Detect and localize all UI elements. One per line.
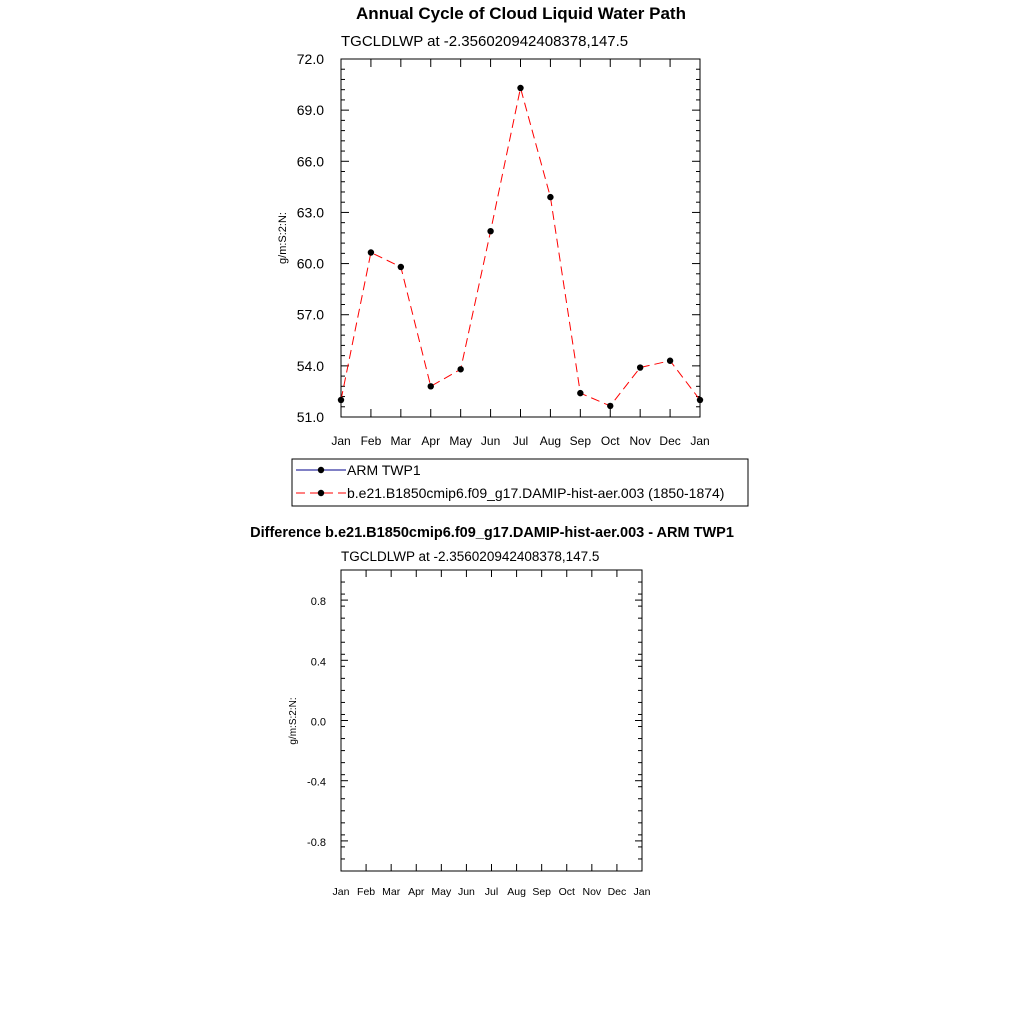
x-tick-label: Aug [507, 886, 526, 898]
x-tick-label: Jun [457, 886, 475, 898]
x-tick-label: Oct [600, 434, 620, 448]
difference-y-axis-ticks [307, 596, 642, 849]
y-tick-label: 54.0 [296, 357, 324, 374]
difference-panel [250, 525, 734, 898]
y-tick-label: 0.4 [310, 656, 326, 669]
data-point [607, 403, 613, 409]
data-point [368, 249, 374, 255]
y-tick-label: 0.0 [310, 716, 326, 729]
y-tick-label: 57.0 [296, 306, 324, 323]
legend-label-arm: ARM TWP1 [347, 462, 421, 478]
legend-marker-model [318, 490, 324, 496]
x-tick-label: Dec [659, 434, 681, 448]
legend-marker-arm [318, 467, 324, 473]
y-tick-label: 60.0 [296, 255, 324, 272]
y-tick-label: -0.4 [307, 776, 326, 789]
x-tick-label: Jan [690, 434, 710, 448]
difference-y-axis-label: g/m:S:2:N: [288, 697, 299, 745]
data-point [487, 228, 493, 234]
x-tick-label: May [431, 886, 452, 898]
y-tick-label: 69.0 [296, 102, 324, 119]
difference-x-axis-ticks [333, 570, 651, 898]
x-tick-label: Feb [360, 434, 382, 448]
difference-y-minor-ticks [341, 570, 642, 871]
y-tick-label: 63.0 [296, 204, 324, 221]
data-point [398, 264, 404, 270]
difference-title: Difference b.e21.B1850cmip6.f09_g17.DAMIP-hist-aer.003 - ARM TWP1 [250, 525, 734, 541]
x-tick-label: Aug [539, 434, 562, 448]
data-point [517, 85, 523, 91]
series-line-1 [341, 88, 700, 406]
x-tick-label: May [449, 434, 473, 448]
x-tick-label: Nov [629, 434, 651, 448]
x-tick-label: Nov [582, 886, 602, 898]
legend [292, 459, 748, 506]
legend-item-model [296, 485, 724, 501]
x-tick-label: Jan [332, 886, 350, 898]
y-tick-label: 51.0 [296, 409, 324, 425]
chart-subtitle: TGCLDLWP at -2.356020942408378,147.5 [341, 33, 629, 50]
x-axis-ticks [331, 59, 709, 448]
data-point [547, 194, 553, 200]
chart-title: Annual Cycle of Cloud Liquid Water Path [356, 4, 686, 23]
y-tick-label: 0.8 [310, 596, 326, 609]
data-point [667, 358, 673, 364]
data-point [637, 364, 643, 370]
data-point [428, 383, 434, 389]
x-tick-label: Apr [408, 886, 425, 898]
data-point [577, 390, 583, 396]
data-point [457, 366, 463, 372]
x-tick-label: Apr [421, 434, 441, 448]
y-minor-ticks [341, 69, 700, 407]
data-series [338, 85, 703, 409]
x-tick-label: Mar [382, 886, 401, 898]
y-axis-label: g/m:S:2:N: [277, 212, 289, 264]
x-tick-label: Jul [484, 886, 499, 898]
x-tick-label: Jan [633, 886, 651, 898]
x-tick-label: Sep [532, 886, 552, 898]
legend-label-model: b.e21.B1850cmip6.f09_g17.DAMIP-hist-aer.003 (1850-1874) [347, 485, 725, 501]
y-tick-label: 66.0 [296, 153, 324, 170]
x-tick-label: Jul [512, 434, 529, 448]
x-tick-label: Mar [390, 434, 412, 448]
x-tick-label: Jan [331, 434, 351, 448]
difference-plot-frame [341, 570, 642, 871]
x-tick-label: Jun [480, 434, 501, 448]
x-tick-label: Dec [607, 886, 627, 898]
y-tick-label: -0.8 [307, 836, 326, 849]
y-tick-label: 72.0 [296, 51, 324, 67]
difference-subtitle: TGCLDLWP at -2.356020942408378,147.5 [341, 549, 600, 564]
x-tick-label: Oct [558, 886, 575, 898]
x-tick-label: Feb [357, 886, 376, 898]
data-point [697, 397, 703, 403]
data-point [338, 397, 344, 403]
annual-cycle-panel [277, 4, 710, 448]
plot-frame [341, 59, 700, 417]
x-tick-label: Sep [569, 434, 592, 448]
